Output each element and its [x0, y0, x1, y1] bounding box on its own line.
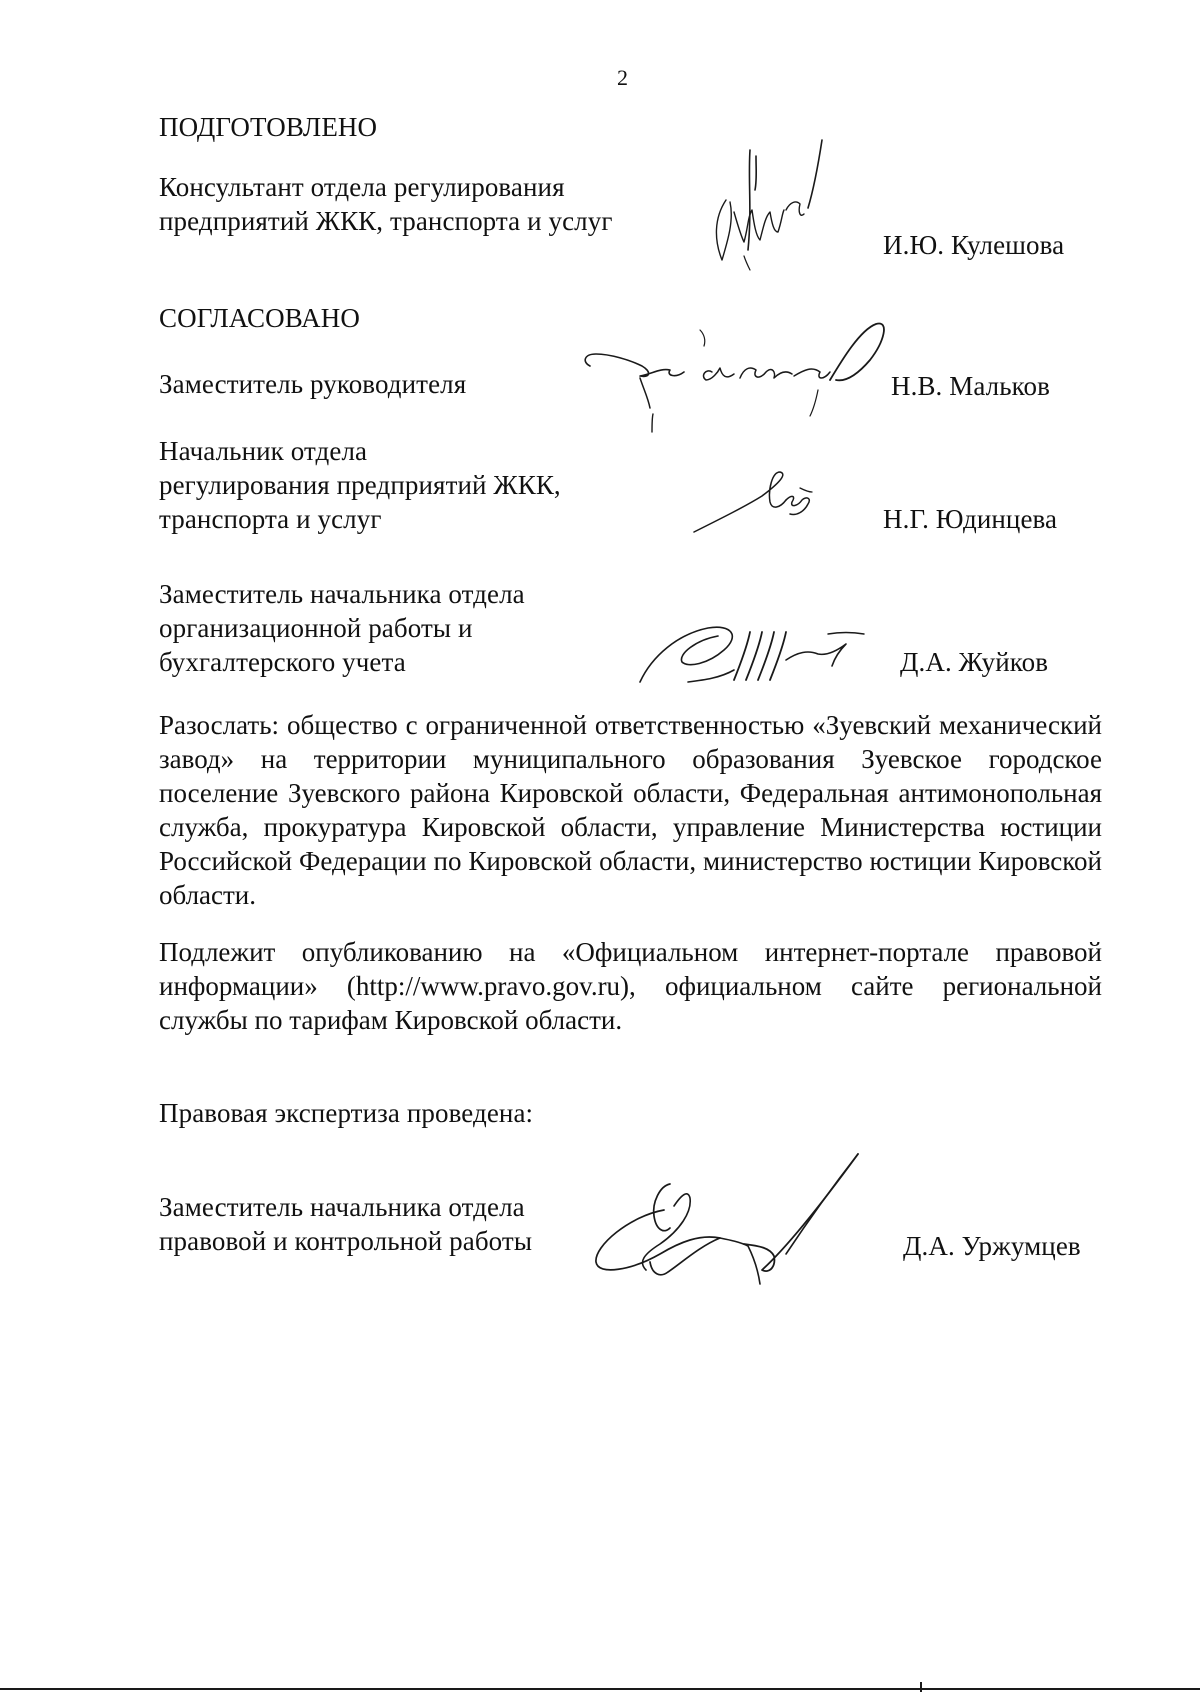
prepared-position: [159, 170, 619, 238]
signature-yudintseva: [692, 470, 822, 540]
footer-tick: [920, 1682, 922, 1692]
position-line: Консультант отдела регулирования: [159, 172, 565, 202]
signatory-name: Н.Г. Юдинцева: [883, 504, 1058, 534]
distribution-paragraph: Разослать: общество с ограниченной ответственностью «Зуевский механический завод» на территории муниципального образования Зуевское городское поселение Зуевского района Кировской области, Федеральная антимонопольная служба, прокуратура Кировской области, управление Министерства юстиции Российской Федерации по Кировской области, министерство юстиции Кировской области.: [159, 710, 1102, 910]
legal-review-heading: Правовая экспертиза проведена:: [159, 1098, 534, 1128]
footer-rule: [0, 1688, 1200, 1690]
signatory-name: Н.В. Мальков: [891, 371, 1050, 401]
position-line: Начальник отдела: [159, 436, 368, 466]
position-line: Заместитель руководителя: [159, 369, 467, 399]
signature-malkov: [580, 320, 890, 440]
signatory-position: [159, 434, 619, 536]
position-line: Заместитель начальника отдела: [159, 1192, 525, 1222]
agreed-heading: СОГЛАСОВАНО: [159, 303, 360, 333]
position-line: организационной работы и: [159, 613, 473, 643]
legal-review-name: Д.А. Уржумцев: [903, 1231, 1081, 1261]
position-line: транспорта и услуг: [159, 504, 382, 534]
prepared-name: И.Ю. Кулешова: [883, 230, 1065, 260]
signatory-name: Д.А. Жуйков: [900, 647, 1049, 677]
page-number: 2: [617, 65, 629, 90]
position-line: бухгалтерского учета: [159, 647, 406, 677]
legal-review-position: [159, 1190, 619, 1258]
position-line: регулирования предприятий ЖКК,: [159, 470, 561, 500]
signatory-position: [159, 367, 619, 401]
signature-kuleshova: [704, 140, 834, 275]
position-line: правовой и контрольной работы: [159, 1226, 533, 1256]
signatory-position: [159, 577, 619, 679]
prepared-heading: ПОДГОТОВЛЕНО: [159, 112, 378, 142]
position-line: предприятий ЖКК, транспорта и услуг: [159, 206, 613, 236]
signature-urzhumtsev: [590, 1150, 870, 1295]
publication-paragraph: Подлежит опубликованию на «Официальном интернет-портале правовой информации» (http://www.pravo.gov.ru), официальном сайте региональной службы по тарифам Кировской области.: [159, 937, 1102, 1035]
position-line: Заместитель начальника отдела: [159, 579, 525, 609]
signature-zhuikov: [638, 620, 878, 690]
